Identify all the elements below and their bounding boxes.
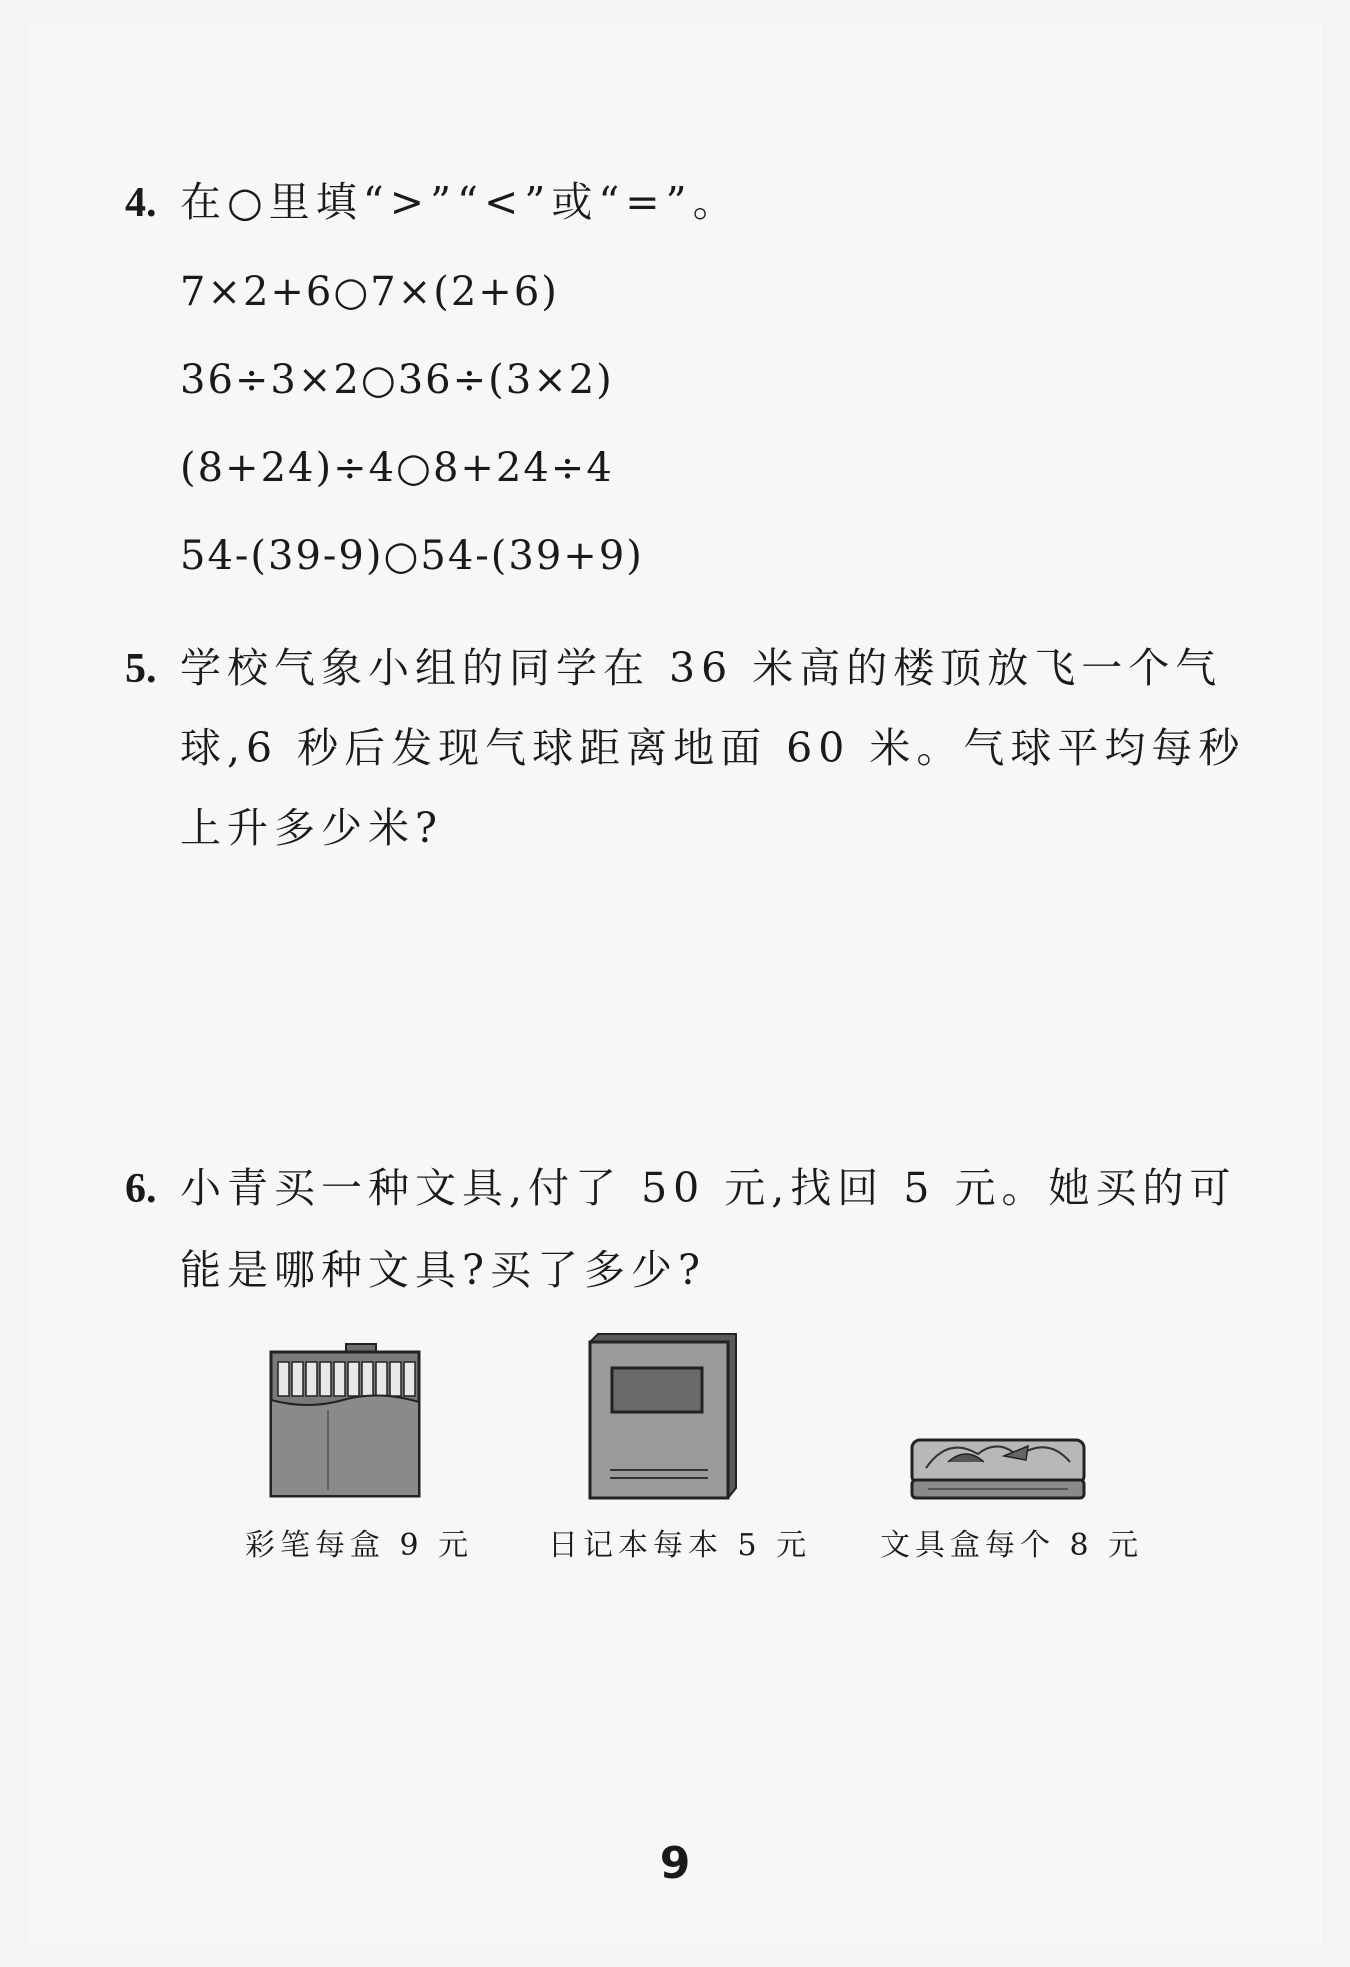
- item-caption: 彩笔每盒 9 元: [245, 1528, 474, 1563]
- comparison-expression: (8+24)÷4○8+24÷4: [180, 445, 614, 491]
- question-number: 4.: [125, 180, 157, 226]
- item-caption: 文具盒每个 8 元: [880, 1528, 1144, 1563]
- question-text-line: 上升多少米?: [180, 804, 443, 852]
- pencil-case-icon: [908, 1432, 1088, 1504]
- crayon-box-item: [268, 1340, 423, 1500]
- question-6: [125, 1158, 1236, 1219]
- question-text-line: 能是哪种文具?买了多少?: [180, 1246, 706, 1294]
- notebook-icon: [588, 1330, 738, 1502]
- question-5: [125, 638, 1222, 699]
- item-caption: 日记本每本 5 元: [548, 1528, 812, 1563]
- question-number: 6.: [125, 1166, 157, 1212]
- question-text-line: 学校气象小组的同学在 36 米高的楼顶放飞一个气: [180, 644, 1223, 692]
- question-text-line: 球,6 秒后发现气球距离地面 60 米。气球平均每秒: [180, 724, 1246, 772]
- notebook-item: [588, 1330, 738, 1502]
- pencil-case-item: [908, 1432, 1088, 1504]
- comparison-expression: 54-(39-9)○54-(39+9): [180, 533, 644, 579]
- crayon-box-icon: [268, 1340, 423, 1500]
- comparison-expression: 36÷3×2○36÷(3×2): [180, 357, 614, 403]
- question-number: 5.: [125, 646, 157, 692]
- question-4: [125, 172, 740, 233]
- question-prompt: 在○里填“>”“<”或“=”。: [180, 178, 740, 226]
- comparison-expression: 7×2+6○7×(2+6): [180, 269, 559, 315]
- question-text-line: 小青买一种文具,付了 50 元,找回 5 元。她买的可: [180, 1164, 1237, 1212]
- page-number: 9: [659, 1838, 691, 1889]
